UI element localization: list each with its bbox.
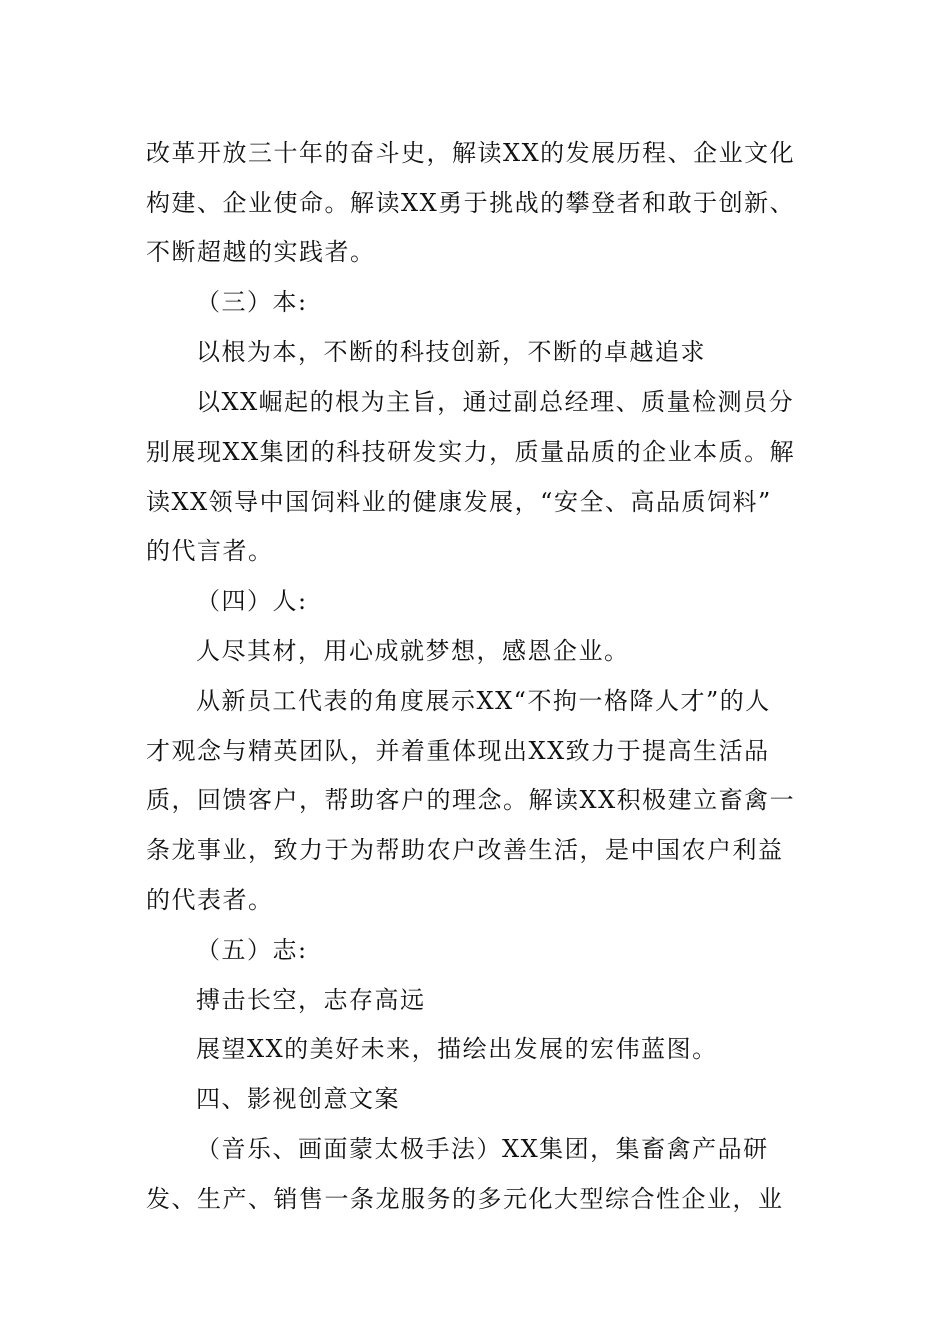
paragraph-line: 才观念与精英团队，并着重体现出XX致力于提高生活品 xyxy=(146,737,770,765)
section-heading: （四）人: xyxy=(196,587,308,615)
section-slogan: 人尽其材，用心成就梦想，感恩企业。 xyxy=(196,637,630,665)
chapter-heading: 四、影视创意文案 xyxy=(196,1085,400,1113)
paragraph-line: （音乐、画面蒙太极手法）XX集团，集畜禽产品研 xyxy=(196,1135,769,1163)
paragraph-line: 质，回馈客户，帮助客户的理念。解读XX积极建立畜禽一 xyxy=(146,786,796,814)
paragraph-line: 改革开放三十年的奋斗史，解读XX的发展历程、企业文化 xyxy=(146,139,796,167)
paragraph-line: 构建、企业使命。解读XX勇于挑战的攀登者和敢于创新、 xyxy=(146,189,796,217)
section-heading: （三）本: xyxy=(196,288,308,316)
paragraph-line: 条龙事业，致力于为帮助农户改善生活，是中国农户利益 xyxy=(146,836,784,864)
section-heading: （五）志: xyxy=(196,936,308,964)
section-slogan: 以根为本，不断的科技创新，不断的卓越追求 xyxy=(196,338,706,366)
section-slogan: 搏击长空，志存高远 xyxy=(196,986,426,1014)
paragraph-line: 不断超越的实践者。 xyxy=(146,238,376,266)
paragraph-line: 展望XX的美好未来，描绘出发展的宏伟蓝图。 xyxy=(196,1035,718,1063)
paragraph-line: 的代言者。 xyxy=(146,537,274,565)
paragraph-line: 的代表者。 xyxy=(146,886,274,914)
paragraph-line: 别展现XX集团的科技研发实力，质量品质的企业本质。解 xyxy=(146,438,796,466)
paragraph-line: 以XX崛起的根为主旨，通过副总经理、质量检测员分 xyxy=(196,388,795,416)
paragraph-line: 从新员工代表的角度展示XX“不拘一格降人才”的人 xyxy=(196,687,771,715)
paragraph-line: 发、生产、销售一条龙服务的多元化大型综合性企业，业 xyxy=(146,1185,784,1213)
paragraph-line: 读XX领导中国饲料业的健康发展，“安全、高品质饲料” xyxy=(146,488,772,516)
